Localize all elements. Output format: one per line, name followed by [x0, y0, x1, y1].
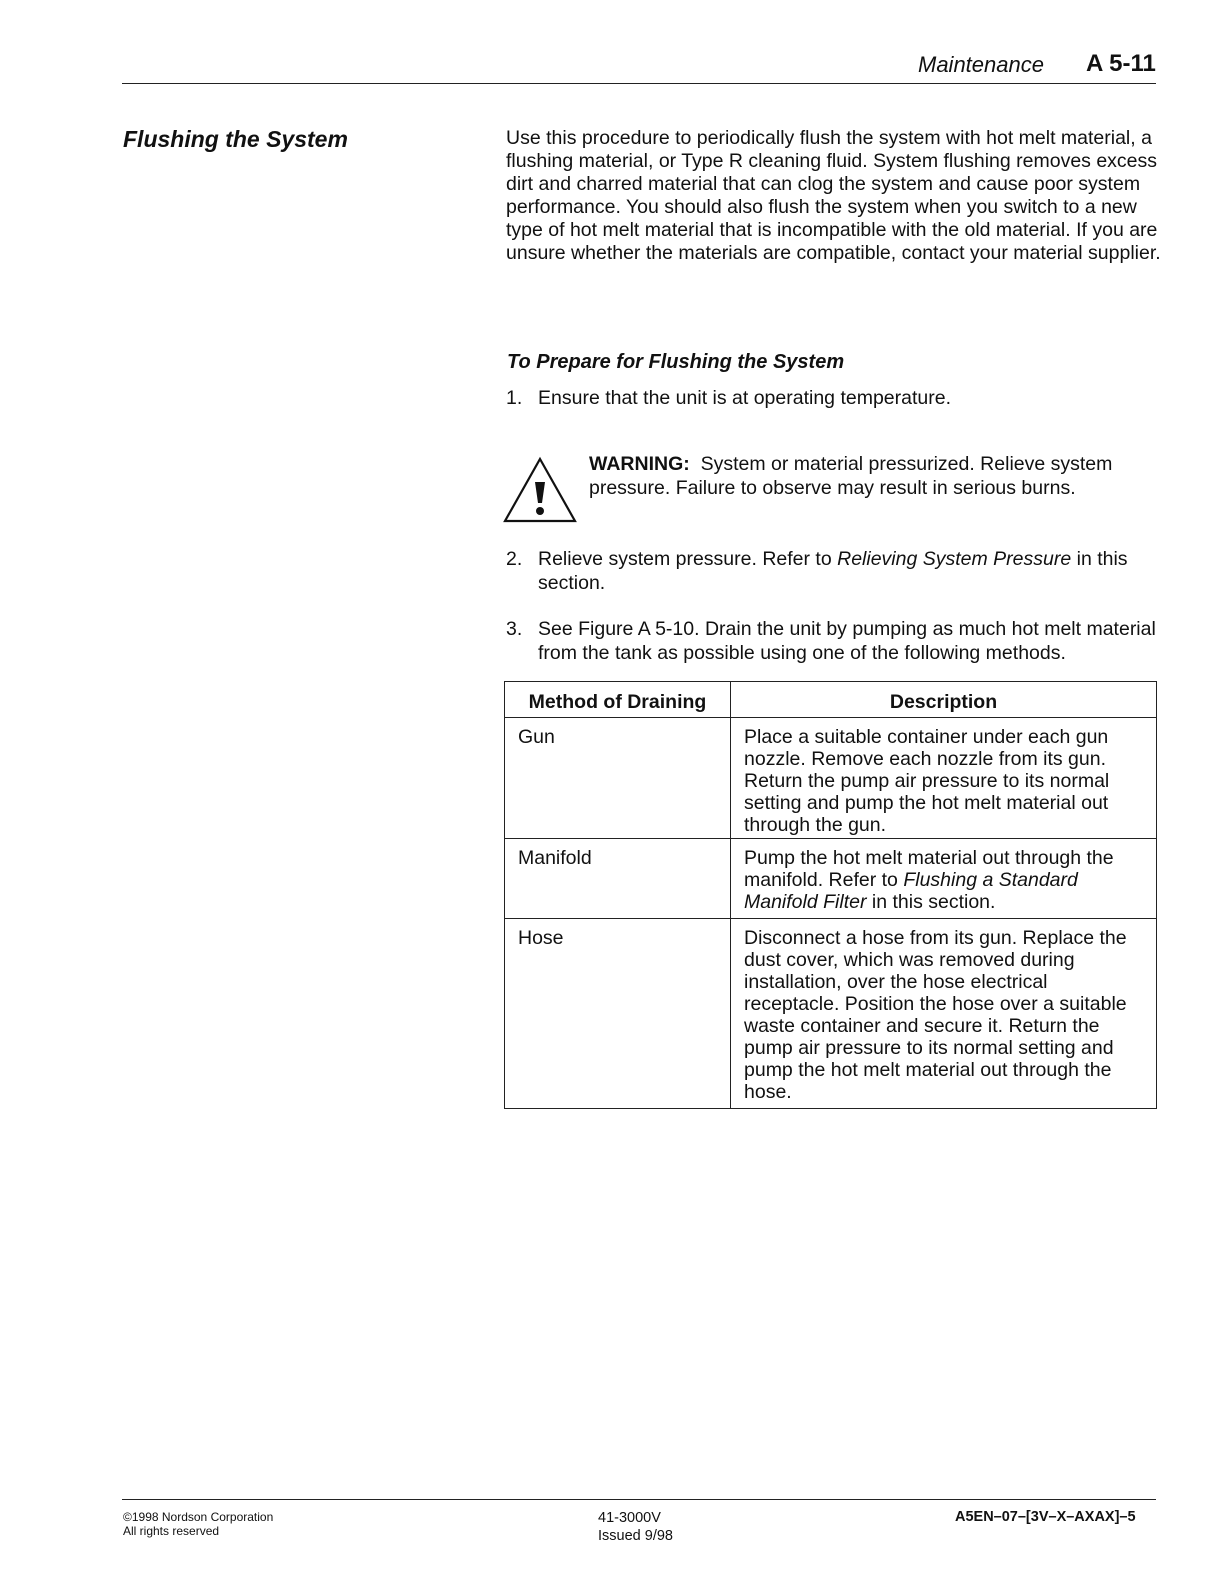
running-header-section: Maintenance: [918, 52, 1044, 77]
document-number: 41-3000V: [598, 1510, 661, 1526]
section-title: Flushing the System: [123, 126, 348, 152]
column-header-description: Description: [731, 682, 1157, 718]
step-number: 3.: [506, 618, 523, 640]
step-text: Relieve system pressure. Refer to Relieving System Pressure in this section.: [538, 548, 1128, 594]
step-2: [506, 548, 1166, 596]
draining-methods-table: [504, 681, 1157, 1109]
cross-reference: Flushing a Standard Manifold Filter: [744, 869, 1078, 913]
step-text: See Figure A 5-10. Drain the unit by pumping as much hot melt material from the tank as possible using one of the following methods.: [538, 618, 1156, 664]
method-cell: Manifold: [505, 839, 731, 919]
method-cell: Hose: [505, 919, 731, 1109]
description-cell: Disconnect a hose from its gun. Replace the dust cover, which was removed during installation, over the hose electrical receptacle. Position the hose over a suitable waste container and secure it. Return the pump air pressure to its normal setting and pump the hot melt material out through the hose.: [731, 919, 1157, 1109]
footer-rule: [122, 1499, 1156, 1500]
warning-message: [589, 452, 1159, 500]
footer-copyright: [123, 1510, 273, 1538]
warning-text: System or material pressurized. Relieve system pressure. Failure to observe may result in serious burns.: [589, 453, 1113, 499]
issue-date: Issued 9/98: [598, 1528, 673, 1544]
footer-document-info: [598, 1509, 673, 1545]
description-cell: Place a suitable container under each gun nozzle. Remove each nozzle from its gun. Return the pump air pressure to its normal setting and pump the hot melt material out through the gun.: [731, 718, 1157, 839]
rights-line: All rights reserved: [123, 1524, 220, 1538]
step-text: Ensure that the unit is at operating temperature.: [538, 387, 951, 409]
header-rule: [122, 83, 1156, 84]
table-row: [505, 839, 1157, 919]
table-row: [505, 919, 1157, 1109]
step-1: [506, 387, 1166, 411]
step-3: [506, 618, 1166, 666]
table-header-row: [505, 682, 1157, 718]
table-row: [505, 718, 1157, 839]
step-number: 1.: [506, 387, 523, 409]
intro-paragraph: Use this procedure to periodically flush the system with hot melt material, a flushing material, or Type R cleaning fluid. System flushing removes excess dirt and charred material that can clog the system and cause poor system performance. You should also flush the system when you switch to a new type of hot melt material that is incompatible with the old material. If you are unsure whether the materials are compatible, contact your material supplier.: [506, 127, 1161, 264]
step-number: 2.: [506, 548, 523, 570]
procedure-subheading: To Prepare for Flushing the System: [507, 351, 845, 373]
footer-document-code: A5EN–07–[3V–X–AXAX]–5: [955, 1509, 1136, 1525]
warning-triangle-icon: [502, 456, 578, 524]
method-cell: Gun: [505, 718, 731, 839]
warning-label: WARNING:: [589, 453, 690, 475]
column-header-method: Method of Draining: [505, 682, 731, 718]
page-number: A 5-11: [1086, 50, 1156, 77]
description-cell: Pump the hot melt material out through the manifold. Refer to Flushing a Standard Manifold Filter in this section.: [731, 839, 1157, 919]
cross-reference: Relieving System Pressure: [837, 548, 1072, 570]
copyright-line: ©1998 Nordson Corporation: [123, 1510, 274, 1524]
